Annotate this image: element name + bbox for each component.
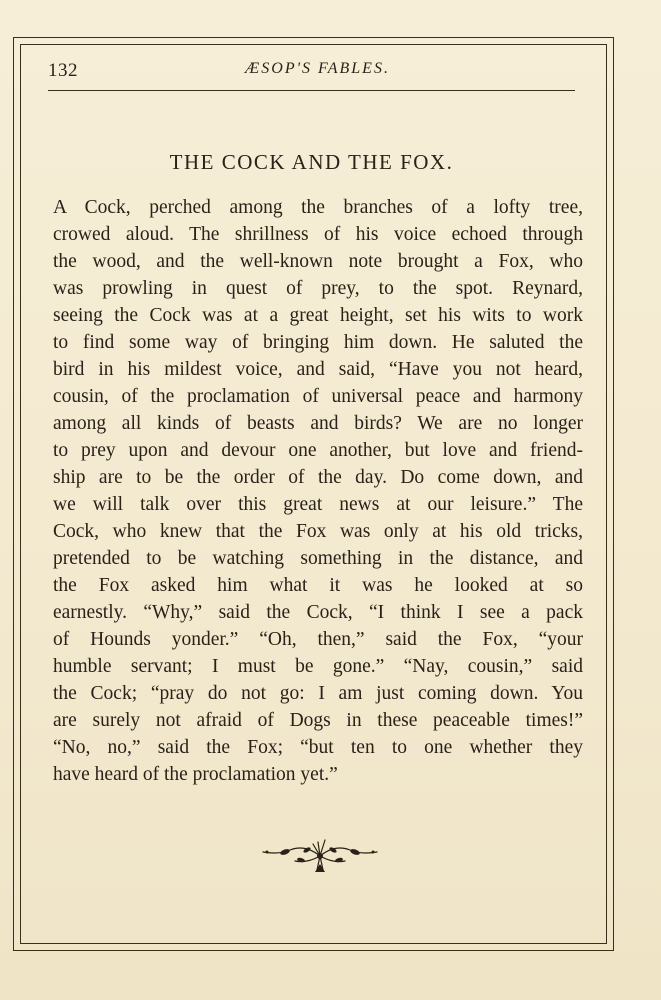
running-header xyxy=(48,58,575,86)
text-line: pretended to be watching something in the distance, and xyxy=(53,548,583,569)
text-line: was prowling in quest of prey, to the spot. Reynard, xyxy=(53,278,583,299)
text-line: A Cock, perched among the branches of a lofty tree, xyxy=(53,197,583,218)
text-line: the Cock; “pray do not go: I am just coming down. You xyxy=(53,683,583,704)
text-line: to prey upon and devour one another, but love and friend- xyxy=(53,440,583,461)
text-line: seeing the Cock was at a great height, set his wits to work xyxy=(53,305,583,326)
text-line: “No, no,” said the Fox; “but ten to one whether they xyxy=(53,737,583,758)
floral-tailpiece-icon xyxy=(255,830,385,878)
text-line: bird in his mildest voice, and said, “Have you not heard, xyxy=(53,359,583,380)
fable-title: THE COCK AND THE FOX. xyxy=(169,150,454,174)
text-line: cousin, of the proclamation of universal peace and harmony xyxy=(53,386,583,407)
text-line: among all kinds of beasts and birds? We are no longer xyxy=(53,413,583,434)
text-line: we will talk over this great news at our leisure.” The xyxy=(53,494,583,515)
text-line: ship are to be the order of the day. Do come down, and xyxy=(53,467,583,488)
text-line: are surely not afraid of Dogs in these peaceable times!” xyxy=(53,710,583,731)
text-line: the wood, and the well-known note brought a Fox, who xyxy=(53,251,583,272)
fable-body xyxy=(53,194,583,788)
header-rule xyxy=(48,90,575,91)
text-line: of Hounds yonder.” “Oh, then,” said the Fox, “your xyxy=(53,629,583,650)
text-line: the Fox asked him what it was he looked at so xyxy=(53,575,583,596)
text-line: crowed aloud. The shrillness of his voice echoed through xyxy=(53,224,583,245)
text-line: humble servant; I must be gone.” “Nay, cousin,” said xyxy=(53,656,583,677)
text-line: have heard of the proclamation yet.” xyxy=(53,764,338,785)
text-line: earnestly. “Why,” said the Cock, “I think I see a pack xyxy=(53,602,583,623)
text-line: Cock, who knew that the Fox was only at his old tricks, xyxy=(53,521,583,542)
running-title: ÆSOP'S FABLES. xyxy=(245,60,390,77)
text-line: to find some way of bringing him down. He saluted the xyxy=(53,332,583,353)
page-number: 132 xyxy=(48,60,78,81)
